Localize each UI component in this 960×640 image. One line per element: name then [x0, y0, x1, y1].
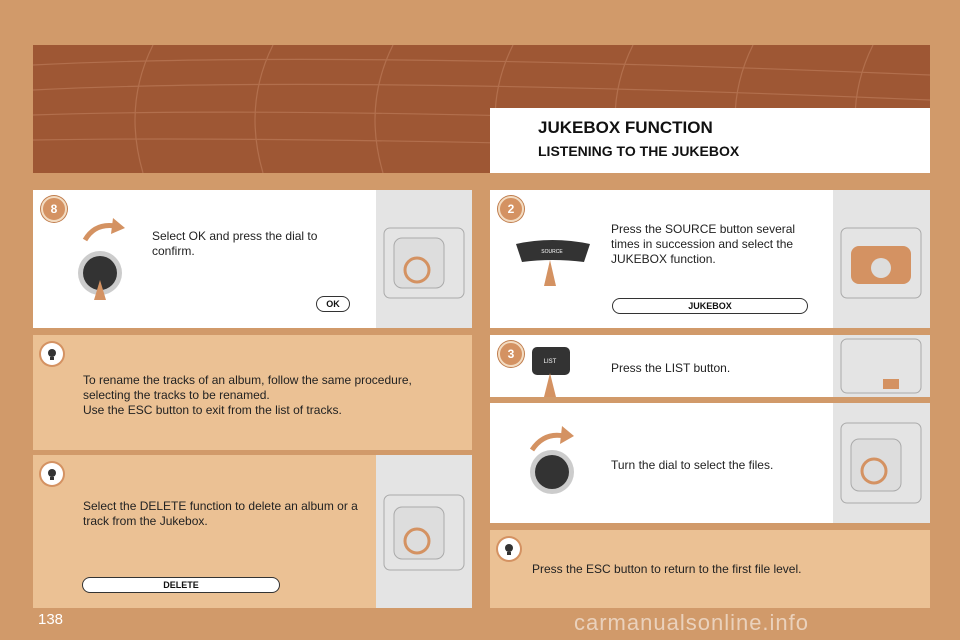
dial-turn-icon: [522, 424, 582, 499]
step-3-text: Press the LIST button.: [611, 361, 731, 375]
page-number: 138: [38, 611, 64, 628]
jukebox-pill: JUKEBOX: [612, 298, 808, 314]
console-dial-illustration: [376, 455, 472, 608]
page-subtitle: LISTENING TO THE JUKEBOX: [538, 143, 740, 159]
console-source-illustration: [833, 190, 930, 328]
watermark: carmanualsonline.info: [574, 610, 810, 635]
dial-console-area: [833, 403, 930, 523]
tip-rename-text: [83, 373, 443, 418]
step-2-text: Press the SOURCE button several times in succession and select the JUKEBOX function.: [611, 222, 796, 266]
console-dial-illustration: [833, 403, 930, 523]
dial-press-icon: [75, 218, 135, 303]
console-dial-illustration: [376, 190, 472, 328]
list-button-icon: [528, 347, 574, 397]
step-number-badge: 3: [498, 341, 524, 367]
step-number-badge: 8: [41, 196, 67, 222]
console-list-illustration: [833, 335, 930, 397]
source-button-label: SOURCE: [541, 249, 563, 255]
tip-rename-line2: Use the ESC button to exit from the list of tracks.: [83, 403, 342, 417]
delete-pill: DELETE: [82, 577, 280, 593]
step-8-console-area: [376, 190, 472, 328]
ok-pill: OK: [316, 296, 350, 312]
dial-text: Turn the dial to select the files.: [611, 458, 774, 472]
tip-esc-text: Press the ESC button to return to the first file level.: [532, 562, 802, 576]
step-2-console-area: [833, 190, 930, 328]
tip-delete-text: Select the DELETE function to delete an album or a track from the Jukebox.: [83, 499, 358, 528]
delete-console-area: [376, 455, 472, 608]
lightbulb-icon: [498, 538, 520, 560]
step-8-text: Select OK and press the dial to confirm.: [152, 229, 318, 258]
tip-rename-line1: To rename the tracks of an album, follow the same procedure, selecting the tracks to be renamed.: [83, 373, 412, 402]
list-button-label: LIST: [543, 359, 557, 365]
page-title: JUKEBOX FUNCTION: [538, 118, 713, 137]
lightbulb-icon: [41, 343, 63, 365]
step-number-badge: 2: [498, 196, 524, 222]
source-button-icon: [512, 238, 594, 286]
lightbulb-icon: [41, 463, 63, 485]
step-3-console-area: [833, 335, 930, 397]
